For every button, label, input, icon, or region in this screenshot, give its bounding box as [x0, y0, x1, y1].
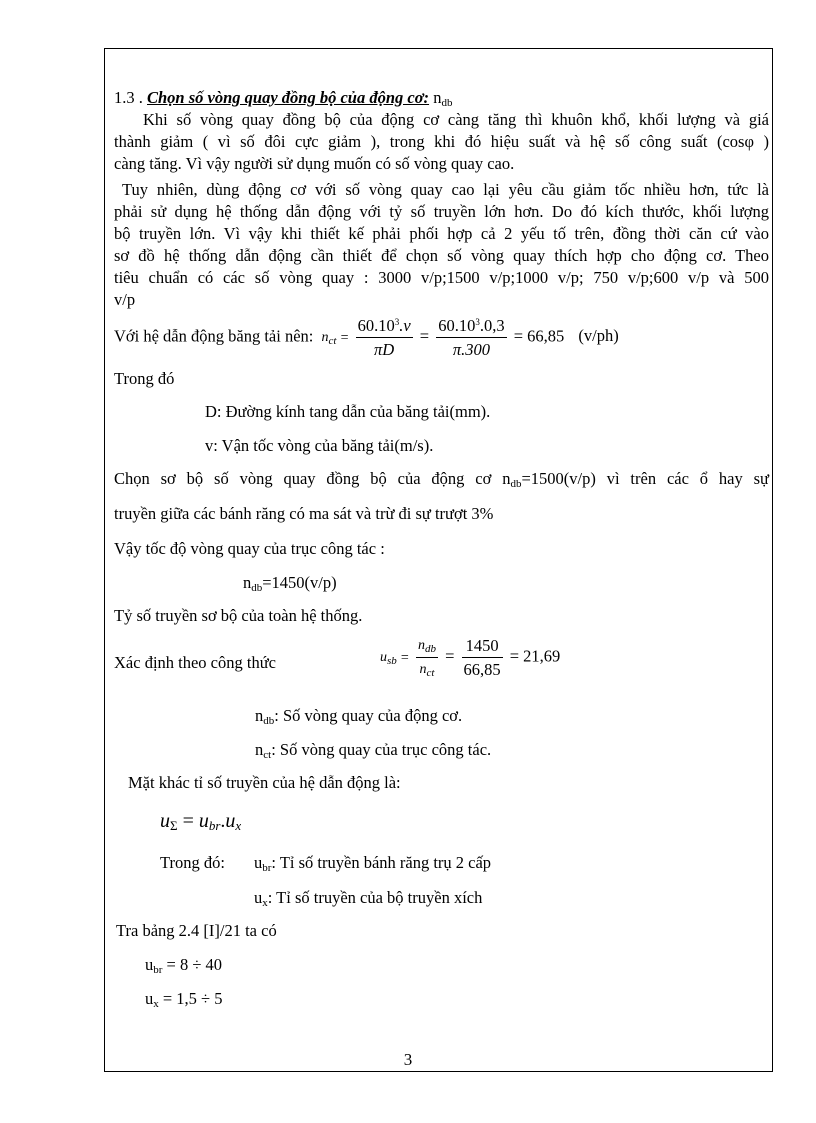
- choose-line1: Chọn sơ bộ số vòng quay đồng bộ của động cơ $n_{db}=1500(v/p)$ vì trên các ổ hay sự: [114, 469, 769, 490]
- formula-nct-lhs: $n_{ct}$: [321, 330, 337, 348]
- range-ubr: $u_{br} = 8 \div 40$: [145, 955, 223, 976]
- formula-usigma: $u_\Sigma = u_{br}.u_x$: [160, 810, 242, 833]
- trong-do-2: Trong đó:: [160, 853, 225, 872]
- speed-intro: Vậy tốc độ vòng quay của trục công tác :: [114, 539, 385, 558]
- formula-usb-frac1: $\frac{n_{db}}{n_{ct}}$: [417, 638, 436, 679]
- formula-nct: [114, 316, 619, 359]
- formula-nct-eq2: =: [419, 326, 430, 346]
- ratio-title: Tỷ số truyền sơ bộ của toàn hệ thống.: [114, 606, 363, 625]
- para2-line3: bộ truyền lớn. Vì vậy khi thiết kế phải phối hợp cả 2 yếu tố trên, đồng thời căn cứ vào: [114, 224, 769, 243]
- page-number: 3: [403, 1050, 413, 1069]
- formula-nct-eq: =: [340, 330, 349, 346]
- para1-line3: càng tăng. Vì vậy người sử dụng muốn có số vòng quay cao.: [114, 154, 515, 173]
- section-number: 1.3 .: [114, 88, 147, 107]
- ratio-sys: Mặt khác tỉ số truyền của hệ dẫn động là:: [128, 773, 401, 792]
- para2-line2: phải sử dụng hệ thống dẫn động với tỷ số truyền lớn hơn. Do đó kích thước, khối lượng: [114, 202, 769, 221]
- para2-line5: tiêu chuẩn có các số vòng quay : 3000 v/p;1500 v/p;1000 v/p; 750 v/p;600 v/p và 500: [114, 268, 769, 287]
- formula-nct-result: = 66,85: [513, 326, 565, 346]
- choose-line2: truyền giữa các bánh răng có ma sát và trừ đi sự trượt 3%: [114, 504, 494, 523]
- section-symbol: n: [433, 88, 442, 107]
- formula-nct-unit: (v/ph): [578, 326, 619, 346]
- table-ref: Tra bảng 2.4 [I]/21 ta có: [116, 921, 277, 940]
- section-title: Chọn số vòng quay đồng bộ của động cơ:: [147, 88, 430, 107]
- def-ux: $u_x$: Tỉ số truyền của bộ truyền xích: [254, 888, 483, 909]
- para1-line1: Khi số vòng quay đồng bộ của động cơ càng tăng thì khuôn khổ, khối lượng và giá: [143, 110, 769, 129]
- para1-line2: thành giảm ( vì số đôi cực giảm ), trong khi đó hiệu suất và hệ số công suất (cosφ ): [114, 132, 769, 151]
- formula-nct-lead: Với hệ dẫn động băng tải nên:: [114, 326, 314, 346]
- formula-usb-frac2: $\frac{1450}{66,85}$: [463, 636, 501, 679]
- def-D: D: Đường kính tang dẫn của băng tải(mm).: [205, 402, 491, 421]
- def-ndb: $n_{db}$: Số vòng quay của động cơ.: [255, 706, 463, 727]
- def-ubr: $u_{br}$: Tỉ số truyền bánh răng trụ 2 cấp: [254, 853, 492, 874]
- para2-line4: sơ đồ hệ thống dẫn động cần thiết để chọn số vòng quay thích hợp cho động cơ. Theo: [114, 246, 769, 265]
- para2-line1: Tuy nhiên, dùng động cơ với số vòng quay cao lại yêu cầu giảm tốc nhiều hơn, tức là: [122, 180, 769, 199]
- para2-line6: v/p: [114, 290, 136, 309]
- formula-nct-frac1: $\frac{60.10^3.v}{\pi D}$: [357, 316, 411, 359]
- speed-value: $n_{db}=1450(v/p)$: [243, 573, 337, 594]
- section-symbol-sub: db: [441, 97, 453, 109]
- def-v: v: Vận tốc vòng của băng tải(m/s).: [205, 436, 434, 455]
- formula-usb-lead: Xác định theo công thức: [114, 653, 276, 672]
- formula-usb: $u_{sb}$ = $\frac{n_{db}}{n_{ct}}$ = $\frac{1450}{66,85}$ = 21,69: [380, 636, 561, 679]
- range-ux: $u_x = 1,5 \div 5$: [145, 989, 223, 1010]
- def-nct: $n_{ct}$: Số vòng quay của trục công tác.: [255, 740, 492, 761]
- section-heading: [114, 88, 452, 108]
- trong-do-1: Trong đó: [114, 369, 175, 388]
- formula-nct-frac2: $\frac{60.10^3.0,3}{\pi.300}$: [438, 316, 505, 359]
